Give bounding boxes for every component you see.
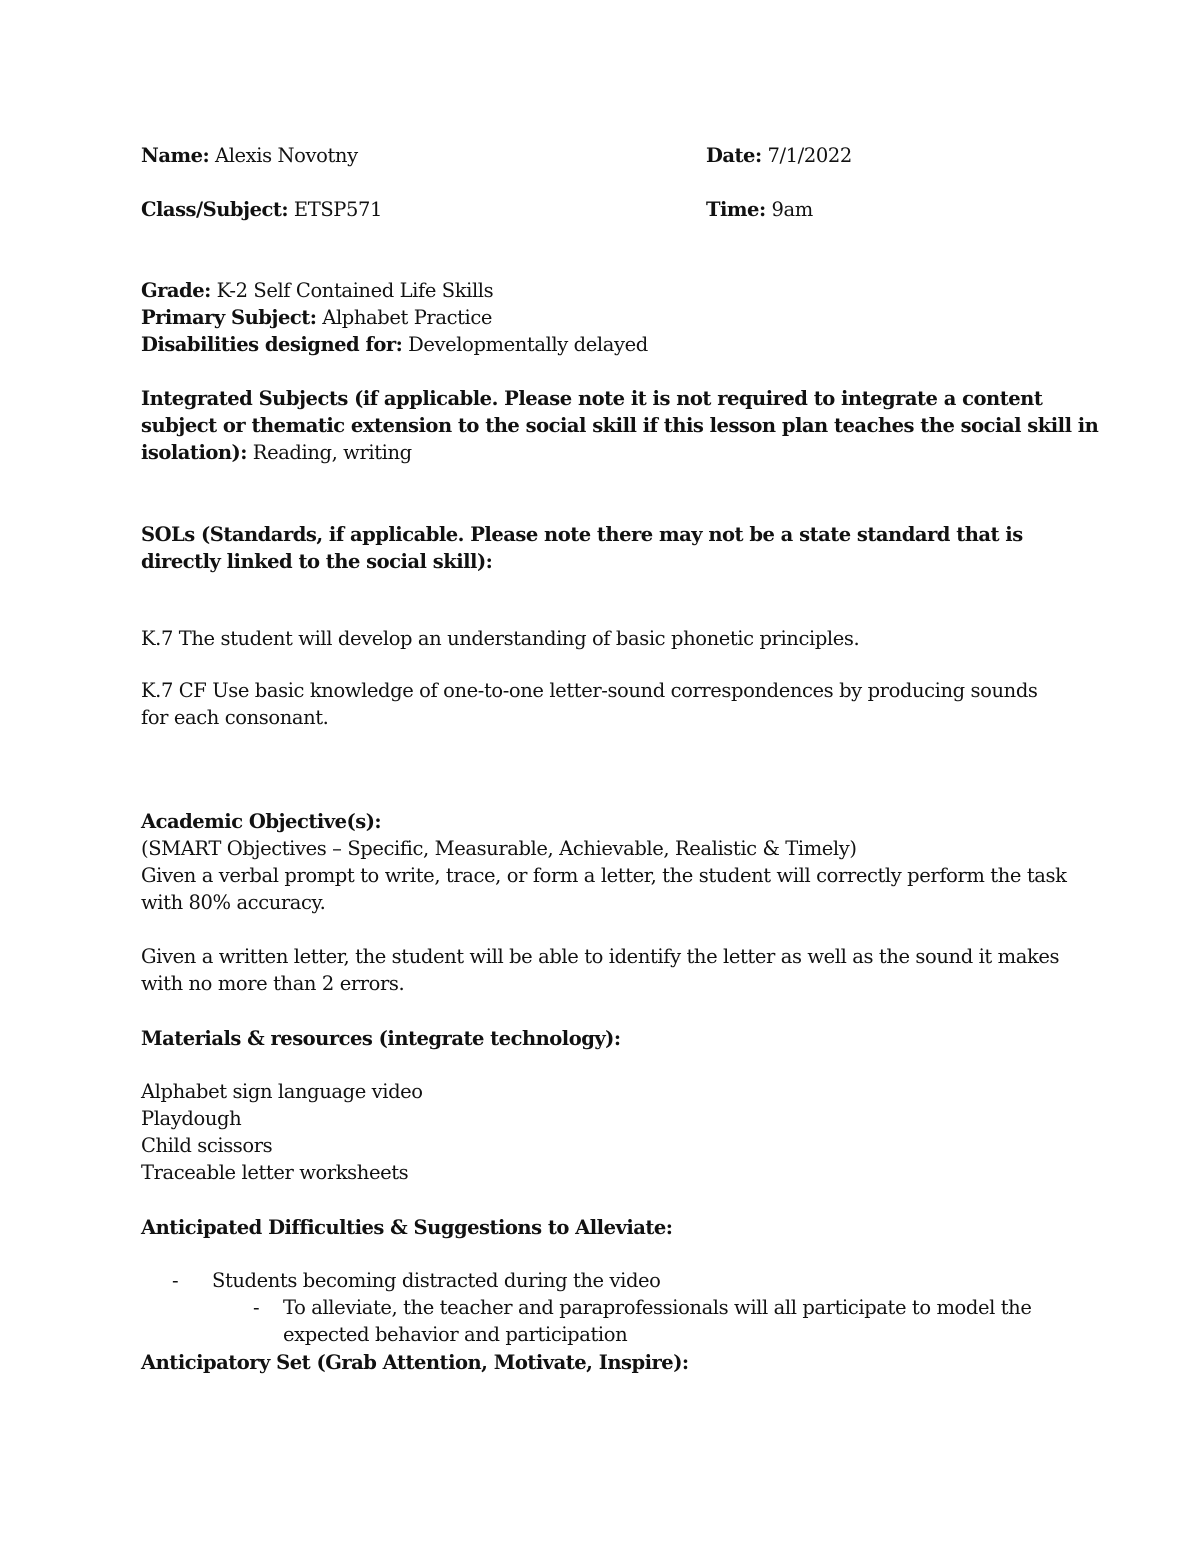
grade-field [141,277,493,304]
class-field [141,196,382,223]
difficulty-sub-1-line2: expected behavior and participation [283,1323,628,1346]
standard-1: K.7 The student will develop an understanding of basic phonetic principles. [141,627,860,650]
objective-1-line1: Given a verbal prompt to write, trace, or form a letter, the student will correctly perform the task [141,864,1067,887]
integrated-heading-line3: isolation): [141,441,247,464]
name-field [141,142,358,169]
objective-1-line2: with 80% accuracy. [141,891,326,914]
disabilities-label: Disabilities designed for: [141,333,403,356]
objectives-heading: Academic Objective(s): [141,810,382,833]
standard-2-line1: K.7 CF Use basic knowledge of one-to-one letter-sound correspondences by producing sounds [141,679,1038,702]
date-label: Date: [706,144,762,167]
class-label: Class/Subject: [141,198,289,221]
smart-objectives-note: (SMART Objectives – Specific, Measurable, Achievable, Realistic & Timely) [141,837,857,860]
integrated-value: Reading, writing [252,441,412,464]
materials-heading: Materials & resources (integrate technology): [141,1027,621,1050]
sols-heading-line1: SOLs (Standards, if applicable. Please note there may not be a state standard that is [141,523,1023,546]
class-value: ETSP571 [293,198,383,221]
time-value: 9am [771,198,813,221]
time-label: Time: [706,198,766,221]
standard-2-line2: for each consonant. [141,706,329,729]
integrated-field [141,439,412,466]
sols-heading-line2: directly linked to the social skill): [141,550,493,573]
material-item: Child scissors [141,1134,273,1157]
anticipatory-heading: Anticipatory Set (Grab Attention, Motivate, Inspire): [141,1351,689,1374]
integrated-heading-line1: Integrated Subjects (if applicable. Please note it is not required to integrate a content [141,387,1043,410]
grade-label: Grade: [141,279,211,302]
material-item: Traceable letter worksheets [141,1161,409,1184]
objective-2-line2: with no more than 2 errors. [141,972,405,995]
material-item: Alphabet sign language video [141,1080,423,1103]
name-value: Alexis Novotny [215,144,358,167]
primary-subject-field [141,304,492,331]
grade-value: K-2 Self Contained Life Skills [216,279,494,302]
bullet-dash: - [172,1269,179,1292]
disabilities-value: Developmentally delayed [408,333,648,356]
primary-subject-label: Primary Subject: [141,306,317,329]
objective-2-line1: Given a written letter, the student will be able to identify the letter as well as the sound it makes [141,945,1060,968]
material-item: Playdough [141,1107,242,1130]
primary-subject-value: Alphabet Practice [322,306,493,329]
name-label: Name: [141,144,210,167]
difficulty-sub-1-line1: To alleviate, the teacher and paraprofessionals will all participate to model the [283,1296,1032,1319]
disabilities-field [141,331,648,358]
difficulties-heading: Anticipated Difficulties & Suggestions to Alleviate: [141,1216,673,1239]
date-value: 7/1/2022 [767,144,852,167]
integrated-heading-line2: subject or thematic extension to the social skill if this lesson plan teaches the social skill in [141,414,1099,437]
time-field [706,196,813,223]
difficulty-item-1: Students becoming distracted during the video [212,1269,661,1292]
sub-bullet-dash: - [253,1296,260,1319]
date-field [706,142,852,169]
